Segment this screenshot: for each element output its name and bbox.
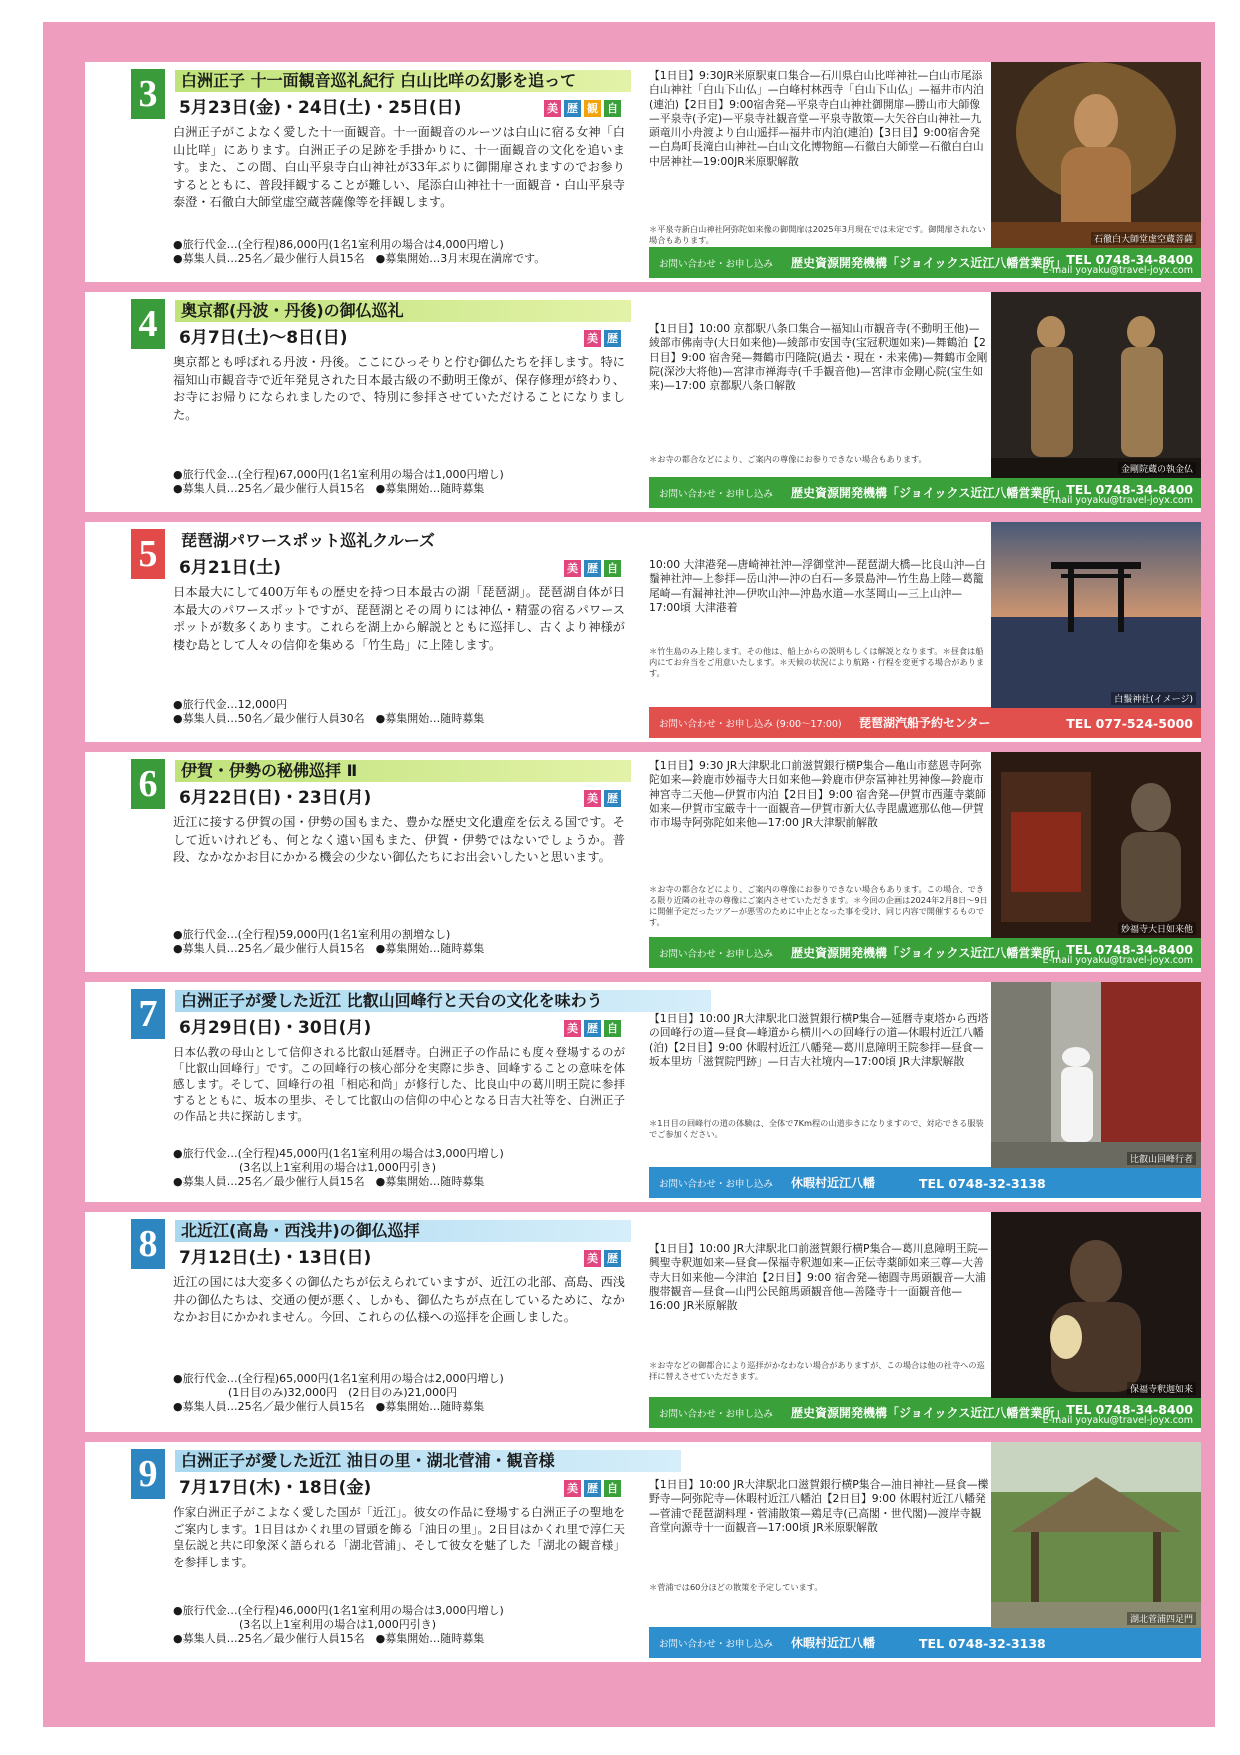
contact-tel[interactable]: TEL 0748-32-3138 bbox=[919, 1176, 1046, 1191]
tour-number: 5 bbox=[131, 529, 165, 579]
contact-org: 休暇村近江八幡 bbox=[791, 1176, 876, 1190]
tour-photo bbox=[991, 62, 1201, 248]
photo-caption: 金剛院蔵の執金仏 bbox=[1118, 462, 1196, 475]
contact-label: お問い合わせ・お申し込み bbox=[659, 1409, 774, 1420]
price-line: ●募集人員…50名／最少催行人員30名 ●募集開始…随時募集 bbox=[173, 712, 485, 725]
contact-tel[interactable]: TEL 077-524-5000 bbox=[1066, 716, 1193, 731]
contact-label: お問い合わせ・お申し込み bbox=[659, 259, 774, 270]
tag-nature: 自 bbox=[604, 1020, 621, 1037]
tag-nature: 自 bbox=[604, 560, 621, 577]
photo-caption: 妙福寺大日如来他 bbox=[1118, 922, 1196, 935]
itinerary: 【1日目】10:00 JR大津駅北口滋賀銀行横P集合—油日神社—昼食—櫟野寺—阿弥陀寺—休暇村近江八幡泊【2日目】9:00 休暇村近江八幡発—菅浦で琵琶湖料理・菅浦散策—鶏足寺(己高閣・世代閣)—渡岸寺観音堂向源寺十一面観音—17:00頃 JR米原駅解散 bbox=[649, 1478, 989, 1534]
itinerary-note: ＊1日目の回峰行の道の体験は、全体で7Km程の山道歩きになりますので、対応できる服装でご参加ください。 bbox=[649, 1118, 984, 1139]
tag-sightseeing: 観 bbox=[584, 100, 601, 117]
price-info bbox=[173, 1372, 625, 1414]
itinerary: 【1日目】10:00 京都駅八条口集合—福知山市観音寺(不動明王他)—綾部市佛南寺(大日如来他)—綾部市安国寺(宝冠釈迦如来)—舞鶴泊【2日目】9:00 宿舎発—舞鶴市円隆院(過去・現在・未来佛)—舞鶴市金剛院(深沙大将他)—宮津市禅海寺(千手観音他)—宮津市金剛心院(宝生如来)—17:00 京都駅八条口解散 bbox=[649, 322, 988, 393]
tag-history: 歴 bbox=[584, 560, 601, 577]
tour-date: 6月21日(土) bbox=[179, 558, 282, 578]
temple-interior-photo bbox=[991, 752, 1201, 938]
tour-date: 6月7日(土)～8日(日) bbox=[179, 328, 348, 348]
tag-history: 歴 bbox=[604, 330, 621, 347]
category-tags bbox=[544, 100, 621, 118]
category-tags bbox=[564, 1480, 621, 1498]
contact-label: お問い合わせ・お申し込み bbox=[659, 1179, 774, 1190]
contact-org: 休暇村近江八幡 bbox=[791, 1636, 876, 1650]
contact-bar bbox=[649, 247, 1201, 278]
price-line: ●旅行代金…(全行程)67,000円(1名1室利用の場合は1,000円増し) bbox=[173, 468, 504, 481]
price-info bbox=[173, 238, 625, 266]
photo-caption: 石徹白大師堂虚空蔵菩薩 bbox=[1091, 232, 1196, 245]
lake-torii-photo bbox=[991, 522, 1201, 708]
price-line: (3名以上1室利用の場合は1,000円引き) bbox=[173, 1161, 437, 1174]
buddha-statue-photo bbox=[991, 62, 1201, 248]
photo-caption: 比叡山回峰行者 bbox=[1127, 1152, 1196, 1165]
tour-description: 日本仏教の母山として信仰される比叡山延暦寺。白洲正子の作品にも度々登場するのが「比叡山回峰行」です。この回峰行の核心部分を実際に歩き、回峰することの意味を体感します。そして、回峰行の祖「相応和尚」が修行した、比良山中の葛川明王院に参拝するとともに、坂本の里歩、そして比叡山の信仰の中心となる日吉大社等を、白洲正子の作品と共に探訪します。 bbox=[173, 1045, 625, 1123]
tour-date: 6月22日(日)・23日(月) bbox=[179, 788, 372, 808]
tour-title: 琵琶湖パワースポット巡礼クルーズ bbox=[175, 530, 631, 552]
monk-walking-photo bbox=[991, 982, 1201, 1168]
tour-title: 白洲正子が愛した近江 油日の里・湖北菅浦・観音様 bbox=[175, 1450, 681, 1472]
price-info bbox=[173, 1147, 625, 1189]
price-line: ●旅行代金…(全行程)86,000円(1名1室利用の場合は4,000円増し) bbox=[173, 238, 504, 251]
contact-tel[interactable]: TEL 0748-34-8400 bbox=[1066, 1402, 1193, 1417]
tour-card-4 bbox=[85, 292, 1201, 512]
tag-history: 歴 bbox=[604, 790, 621, 807]
contact-org: 歴史資源開発機構「ジョイックス近江八幡営業所」 bbox=[791, 1406, 1067, 1420]
price-line: ●募集人員…25名／最少催行人員15名 ●募集開始…随時募集 bbox=[173, 1400, 485, 1413]
contact-tel[interactable]: TEL 0748-34-8400 bbox=[1066, 252, 1193, 267]
price-line: ●旅行代金…(全行程)46,000円(1名1室利用の場合は3,000円増し) bbox=[173, 1604, 504, 1617]
category-tags bbox=[584, 1250, 621, 1268]
tour-title: 奥京都(丹波・丹後)の御仏巡礼 bbox=[175, 300, 631, 322]
tour-photo bbox=[991, 522, 1201, 708]
tour-number: 7 bbox=[131, 989, 165, 1039]
contact-mail[interactable]: E-mail yoyaku@travel-joyx.com bbox=[1042, 265, 1193, 276]
category-tags bbox=[584, 330, 621, 348]
contact-bar bbox=[649, 1167, 1201, 1198]
itinerary: 10:00 大津港発—唐崎神社沖—浮御堂沖—琵琶湖大橋—比良山沖—白鬚神社沖—上参拝—岳山沖—沖の白石—多景島沖—竹生島上陸—葛籠尾崎—有漏神社沖—伊吹山沖—沖島水道—水茎岡山—三上山沖—17:00頃 大津港着 bbox=[649, 558, 986, 614]
contact-label: お問い合わせ・お申し込み bbox=[659, 949, 774, 960]
itinerary-note: ＊平泉寺新白山神社阿弥陀如来像の御開扉は2025年3月現在では未定です。御開扉されない場合もあります。 bbox=[649, 224, 986, 245]
tour-card-8 bbox=[85, 1212, 1201, 1432]
itinerary: 【1日目】9:30JR米原駅東口集合—石川県白山比咩神社—白山市尾添白山神社「白山下山仏」—白峰村林西寺「白山下山仏」—福井市内泊(連泊)【2日目】9:00宿舎発—平泉寺白山神社御開扉—勝山市大師像—平泉寺(予定)—平泉寺社観音堂—平泉寺散策—大矢谷白山神社—九頭竜川小舟渡より白山遥拝—福井市内泊(連泊)【3日目】9:00宿舎発—白鳥町長滝白山神社—白山文化博物館—石徹白大師堂—石徹白白山中居神社—19:00JR米原駅解散 bbox=[649, 69, 984, 168]
tour-card-9 bbox=[85, 1442, 1201, 1662]
price-line: ●募集人員…25名／最少催行人員15名 ●募集開始…随時募集 bbox=[173, 482, 485, 495]
tour-photo bbox=[991, 1212, 1201, 1398]
tag-art: 美 bbox=[564, 1020, 581, 1037]
tour-photo bbox=[991, 292, 1201, 478]
category-tags bbox=[564, 560, 621, 578]
tag-art: 美 bbox=[544, 100, 561, 117]
tour-date: 6月29日(日)・30日(月) bbox=[179, 1018, 372, 1038]
tag-history: 歴 bbox=[564, 100, 581, 117]
tour-title: 北近江(高島・西浅井)の御仏巡拝 bbox=[175, 1220, 631, 1242]
contact-org: 琵琶湖汽船予約センター bbox=[859, 716, 991, 730]
thatched-gate-photo bbox=[991, 1442, 1201, 1628]
tag-history: 歴 bbox=[584, 1480, 601, 1497]
category-tags bbox=[564, 1020, 621, 1038]
contact-org: 歴史資源開発機構「ジョイックス近江八幡営業所」 bbox=[791, 946, 1067, 960]
contact-bar bbox=[649, 1627, 1201, 1658]
tag-art: 美 bbox=[564, 560, 581, 577]
brochure-page bbox=[43, 22, 1215, 1727]
tag-nature: 自 bbox=[604, 100, 621, 117]
price-line: ●旅行代金…(全行程)59,000円(1名1室利用の割増なし) bbox=[173, 928, 451, 941]
tag-history: 歴 bbox=[584, 1020, 601, 1037]
price-line: ●募集人員…25名／最少催行人員15名 ●募集開始…3月末現在満席です。 bbox=[173, 252, 546, 265]
price-info bbox=[173, 1604, 625, 1646]
price-line: (1日目のみ)32,000円 (2日目のみ)21,000円 bbox=[173, 1386, 458, 1399]
contact-tel[interactable]: TEL 0748-34-8400 bbox=[1066, 942, 1193, 957]
tour-photo bbox=[991, 982, 1201, 1168]
seated-buddha-photo bbox=[991, 1212, 1201, 1398]
tag-art: 美 bbox=[564, 1480, 581, 1497]
tag-art: 美 bbox=[584, 790, 601, 807]
tour-card-3 bbox=[85, 62, 1201, 282]
tag-art: 美 bbox=[584, 330, 601, 347]
photo-caption: 湖北菅浦四足門 bbox=[1127, 1612, 1196, 1625]
contact-label: お問い合わせ・お申し込み (9:00～17:00) bbox=[659, 719, 842, 730]
tour-number: 3 bbox=[131, 69, 165, 119]
contact-label: お問い合わせ・お申し込み bbox=[659, 1639, 774, 1650]
price-line: ●旅行代金…(全行程)65,000円(1名1室利用の場合は2,000円増し) bbox=[173, 1372, 504, 1385]
contact-mail[interactable]: E-mail yoyaku@travel-joyx.com bbox=[1042, 955, 1193, 966]
contact-label: お問い合わせ・お申し込み bbox=[659, 489, 774, 500]
contact-mail[interactable]: E-mail yoyaku@travel-joyx.com bbox=[1042, 1415, 1193, 1426]
price-line: ●旅行代金…12,000円 bbox=[173, 698, 288, 711]
tour-number: 9 bbox=[131, 1449, 165, 1499]
contact-org: 歴史資源開発機構「ジョイックス近江八幡営業所」 bbox=[791, 256, 1067, 270]
tour-date: 7月12日(土)・13日(日) bbox=[179, 1248, 372, 1268]
contact-org: 歴史資源開発機構「ジョイックス近江八幡営業所」 bbox=[791, 486, 1067, 500]
contact-tel[interactable]: TEL 0748-32-3138 bbox=[919, 1636, 1046, 1651]
itinerary-note: ＊竹生島のみ上陸します。その他は、船上からの説明もしくは解説となります。＊昼食は船内にてお弁当をご用意いたします。＊天候の状況により航路・行程を変更する場合があります。 bbox=[649, 646, 985, 678]
tour-description: 奥京都とも呼ばれる丹波・丹後。ここにひっそりと佇む御仏たちを拝します。特に福知山市観音寺で近年発見された日本最古級の不動明王像が、保存修理が終わり、お寺にお帰りになられましたので、特別に参拝させていただけることになりました。 bbox=[173, 355, 625, 422]
tour-card-7 bbox=[85, 982, 1201, 1202]
tour-number: 4 bbox=[131, 299, 165, 349]
tour-title: 伊賀・伊勢の秘佛巡拝 Ⅱ bbox=[175, 760, 631, 782]
contact-bar bbox=[649, 1397, 1201, 1428]
price-info bbox=[173, 468, 625, 496]
tag-art: 美 bbox=[584, 1250, 601, 1267]
contact-mail[interactable]: E-mail yoyaku@travel-joyx.com bbox=[1042, 495, 1193, 506]
price-line: ●募集人員…25名／最少催行人員15名 ●募集開始…随時募集 bbox=[173, 1175, 485, 1188]
tour-title: 白洲正子が愛した近江 比叡山回峰行と天台の文化を味わう bbox=[175, 990, 711, 1012]
itinerary-note: ＊お寺の都合などにより、ご案内の尊像にお参りできない場合もあります。この場合、できる限り近隣の社寺の尊像にご案内させていただきます。＊今回の企画は2024年2月8日～9日に開催予定だったツアーが悪雪のために中止となった事を受け、同じ内容で開催するものです。 bbox=[649, 884, 988, 927]
price-info bbox=[173, 928, 625, 956]
tour-description: 日本最大にして400万年もの歴史を持つ日本最古の湖「琵琶湖」。琵琶湖自体が日本最大のパワースポットですが、琵琶湖とその周りには神仏・精霊の宿るパワースポットが数多くあります。これらを湖上から解説とともに巡拝し、古くより神様が棲む島として人々の信仰を集める「竹生島」に上陸します。 bbox=[173, 585, 625, 652]
tour-photo bbox=[991, 1442, 1201, 1628]
price-info bbox=[173, 698, 625, 726]
tour-description: 近江の国には大変多くの御仏たちが伝えられていますが、近江の北部、高島、西浅井の御仏たちは、交通の便が悪く、しかも、御仏たちが点在しているために、なかなかお目にかかれません。今回、これらの仏様への巡拝を企画しました。 bbox=[173, 1275, 625, 1324]
photo-caption: 保福寺釈迦如来 bbox=[1127, 1382, 1196, 1395]
guardian-statues-photo bbox=[991, 292, 1201, 478]
price-line: ●募集人員…25名／最少催行人員15名 ●募集開始…随時募集 bbox=[173, 942, 485, 955]
contact-bar bbox=[649, 477, 1201, 508]
tag-history: 歴 bbox=[604, 1250, 621, 1267]
contact-bar bbox=[649, 937, 1201, 968]
price-line: ●募集人員…25名／最少催行人員15名 ●募集開始…随時募集 bbox=[173, 1632, 485, 1645]
itinerary: 【1日目】10:00 JR大津駅北口滋賀銀行横P集合—延暦寺東塔から西塔の回峰行の道—昼食—峰道から横川への回峰行の道—休暇村近江八幡(泊)【2日目】9:00 休暇村近江八幡発—葛川息障明王院参拝—昼食—坂本里坊「滋賀院門跡」—日吉大社境内—17:00頃 JR大津駅解散 bbox=[649, 1012, 989, 1068]
price-line: ●旅行代金…(全行程)45,000円(1名1室利用の場合は3,000円増し) bbox=[173, 1147, 504, 1160]
tour-description: 作家白洲正子がこよなく愛した国が「近江」。彼女の作品に登場する白洲正子の聖地をご案内します。1日目はかくれ里の冒頭を飾る「油日の里」。2日目はかくれ里で淳仁天皇伝説と共に印象深く語られる「湖北菅浦」、そして彼女を魅了した「湖北の観音様」を参拝します。 bbox=[173, 1505, 625, 1569]
category-tags bbox=[584, 790, 621, 808]
tour-photo bbox=[991, 752, 1201, 938]
itinerary: 【1日目】10:00 JR大津駅北口前滋賀銀行横P集合—葛川息障明王院—興聖寺釈迦如来—昼食—保福寺釈迦如来—正伝寺薬師如来三尊—大善寺大日如来他—今津泊【2日目】9:00 宿舎発—徳圓寺馬頭観音—大浦腹帯観音—昼食—山門公民館馬頭観音他—善隆寺十一面観音他—16:00 JR米原解散 bbox=[649, 1242, 989, 1313]
tag-nature: 自 bbox=[604, 1480, 621, 1497]
price-line: (3名以上1室利用の場合は1,000円引き) bbox=[173, 1618, 437, 1631]
tour-title: 白洲正子 十一面観音巡礼紀行 白山比咩の幻影を追って bbox=[175, 70, 631, 92]
itinerary-note: ＊菅浦では60分ほどの散策を予定しています。 bbox=[649, 1582, 823, 1592]
itinerary-note: ＊お寺などの御都合により巡拝がかなわない場合がありますが、この場合は他の社寺への巡拝に替えさせていただきます。 bbox=[649, 1360, 985, 1381]
tour-description: 近江に接する伊賀の国・伊勢の国もまた、豊かな歴史文化遺産を伝える国です。そして近いけれども、何となく遠い国もまた、伊賀・伊勢ではないでしょうか。普段、なかなかお目にかかる機会の少ない御仏たちにお出会いしたいと思います。 bbox=[173, 815, 625, 864]
tour-number: 6 bbox=[131, 759, 165, 809]
itinerary-note: ＊お寺の都合などにより、ご案内の尊像にお参りできない場合もあります。 bbox=[649, 454, 927, 464]
tour-card-6 bbox=[85, 752, 1201, 972]
itinerary: 【1日目】9:30 JR大津駅北口前滋賀銀行横P集合—亀山市慈恩寺阿弥陀如来—鈴鹿市妙福寺大日如来他—鈴鹿市伊奈冨神社男神像—鈴鹿市神宮寺二天他—伊賀市内泊【2日目】9:00 宿舎発—伊賀市西蓮寺薬師如来—伊賀市宝厳寺十一面観音—伊賀市新大仏寺毘盧遮那仏他—伊賀市市場寺阿弥陀如来他—17:00 JR大津駅前解散 bbox=[649, 759, 986, 830]
tour-card-5 bbox=[85, 522, 1201, 742]
tour-date: 7月17日(木)・18日(金) bbox=[179, 1478, 372, 1498]
tour-description: 白洲正子がこよなく愛した十一面観音。十一面観音のルーツは白山に宿る女神「白山比咩」にあります。白洲正子の足跡を手掛かりに、十一面観音の文化を追います。また、この間、白山平泉寺白山神社が33年ぶりに御開扉されますのでお参りするとともに、普段拝観することが難しい、尾添白山神社十一面観音・白山平泉寺泰澄・石徹白大師堂虚空蔵菩薩像等を拝観します。 bbox=[173, 125, 625, 209]
contact-tel[interactable]: TEL 0748-34-8400 bbox=[1066, 482, 1193, 497]
tour-date: 5月23日(金)・24日(土)・25日(日) bbox=[179, 98, 462, 118]
contact-bar bbox=[649, 707, 1201, 738]
tour-number: 8 bbox=[131, 1219, 165, 1269]
photo-caption: 白鬚神社(イメージ) bbox=[1111, 692, 1196, 705]
